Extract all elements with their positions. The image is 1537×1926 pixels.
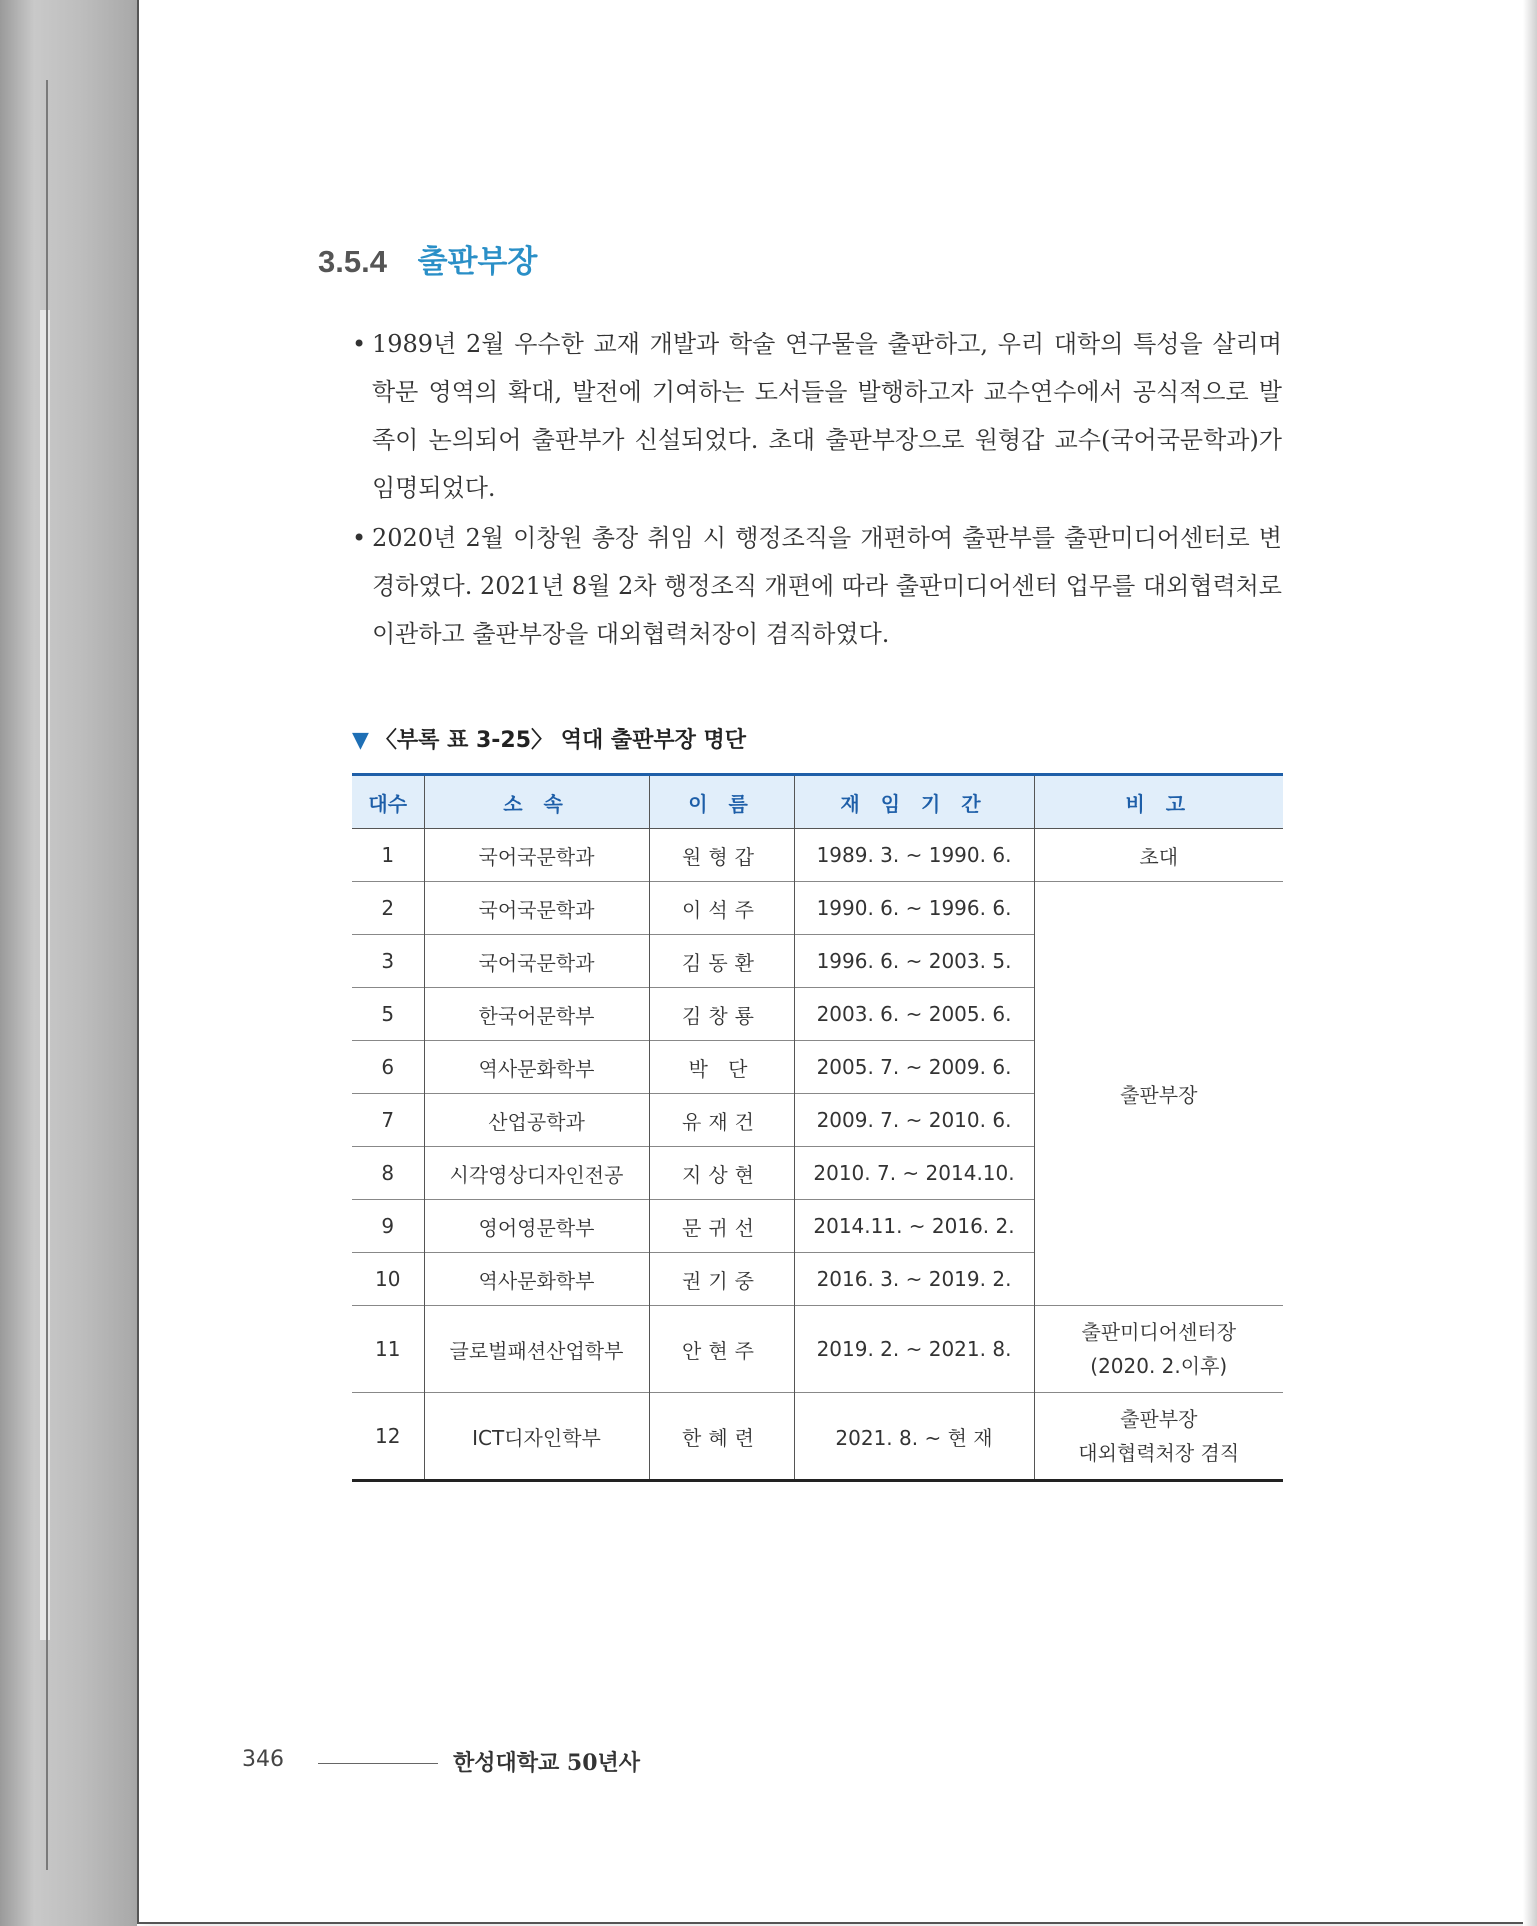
cell-term: 1996. 6. ~ 2003. 5. xyxy=(794,935,1034,988)
cell-note-group: 출판부장 xyxy=(1034,882,1283,1306)
cell-dept: 국어국문학과 xyxy=(424,882,649,935)
cell-name: 지상현 xyxy=(649,1147,794,1200)
table-row xyxy=(352,882,1283,935)
note-line: 대외협력처장 겸직 xyxy=(1078,1441,1240,1465)
cell-name: 문귀선 xyxy=(649,1200,794,1253)
cell-no: 9 xyxy=(352,1200,424,1253)
cell-term: 2009. 7. ~ 2010. 6. xyxy=(794,1094,1034,1147)
section-number: 3.5.4 xyxy=(318,244,387,279)
paragraph-text: 1989년 2월 우수한 교재 개발과 학술 연구물을 출판하고, 우리 대학의 특성을 살리며 학문 영역의 확대, 발전에 기여하는 도서들을 발행하고자 교수연수에서 공식적으로 발족이 논의되어 출판부가 신설되었다. 초대 출판부장으로 원형갑 교수(국어국문학과)가 임명되었다. xyxy=(372,330,1282,502)
header-term: 재 임 기 간 xyxy=(794,775,1034,829)
cell-term: 2019. 2. ~ 2021. 8. xyxy=(794,1306,1034,1393)
cell-no: 5 xyxy=(352,988,424,1041)
cell-term: 2005. 7. ~ 2009. 6. xyxy=(794,1041,1034,1094)
cell-term: 1990. 6. ~ 1996. 6. xyxy=(794,882,1034,935)
cell-name: 김동환 xyxy=(649,935,794,988)
cell-dept: 시각영상디자인전공 xyxy=(424,1147,649,1200)
cell-name: 김창룡 xyxy=(649,988,794,1041)
cell-no: 10 xyxy=(352,1253,424,1306)
cell-no: 7 xyxy=(352,1094,424,1147)
cell-note: 초대 xyxy=(1034,829,1283,882)
cell-term: 2021. 8. ~ 현 재 xyxy=(794,1393,1034,1481)
cell-term: 1989. 3. ~ 1990. 6. xyxy=(794,829,1034,882)
cell-name: 박 단 xyxy=(649,1041,794,1094)
section-heading xyxy=(318,236,537,281)
table-row xyxy=(352,1393,1283,1481)
header-name: 이 름 xyxy=(649,775,794,829)
cell-dept: 산업공학과 xyxy=(424,1094,649,1147)
cell-name: 한혜련 xyxy=(649,1393,794,1481)
cell-dept: 국어국문학과 xyxy=(424,935,649,988)
body-text xyxy=(352,320,1282,660)
bullet-dot: • xyxy=(352,330,367,358)
cell-dept: 국어국문학과 xyxy=(424,829,649,882)
header-note: 비 고 xyxy=(1034,775,1283,829)
cell-no: 12 xyxy=(352,1393,424,1481)
header-dept: 소 속 xyxy=(424,775,649,829)
table-caption xyxy=(352,723,746,754)
footer-divider xyxy=(318,1763,438,1764)
note-line: 출판부장 xyxy=(1120,1407,1198,1431)
cell-no: 6 xyxy=(352,1041,424,1094)
spine-highlight xyxy=(40,310,50,1640)
cell-term: 2014.11. ~ 2016. 2. xyxy=(794,1200,1034,1253)
cell-name: 원형갑 xyxy=(649,829,794,882)
cell-dept: 역사문화학부 xyxy=(424,1253,649,1306)
cell-dept: 역사문화학부 xyxy=(424,1041,649,1094)
cell-name: 유재건 xyxy=(649,1094,794,1147)
triangle-down-icon: ▼ xyxy=(352,728,369,753)
spine-line xyxy=(46,80,48,1870)
cell-dept: 글로벌패션산업학부 xyxy=(424,1306,649,1393)
bullet-dot: • xyxy=(352,524,367,552)
note-line: (2020. 2.이후) xyxy=(1090,1354,1228,1378)
cell-dept: 한국어문학부 xyxy=(424,988,649,1041)
table-row xyxy=(352,829,1283,882)
table-header-row xyxy=(352,775,1283,829)
cell-note xyxy=(1034,1306,1283,1393)
cell-term: 2010. 7. ~ 2014.10. xyxy=(794,1147,1034,1200)
table-row xyxy=(352,1306,1283,1393)
cell-term: 2016. 3. ~ 2019. 2. xyxy=(794,1253,1034,1306)
book-title: 한성대학교 50년사 xyxy=(453,1750,641,1776)
cell-term: 2003. 6. ~ 2005. 6. xyxy=(794,988,1034,1041)
paragraph-text: 2020년 2월 이창원 총장 취임 시 행정조직을 개편하여 출판부를 출판미디어센터로 변경하였다. 2021년 8월 2차 행정조직 개편에 따라 출판미디어센터 업무를 대외협력처로 이관하고 출판부장을 대외협력처장이 겸직하였다. xyxy=(372,524,1282,648)
paragraph-2 xyxy=(352,514,1282,658)
cell-dept: ICT디자인학부 xyxy=(424,1393,649,1481)
cell-name: 이석주 xyxy=(649,882,794,935)
caption-text: 〈부록 표 3-25〉 역대 출판부장 명단 xyxy=(374,728,747,753)
cell-note xyxy=(1034,1393,1283,1481)
cell-name: 안현주 xyxy=(649,1306,794,1393)
page-shadow xyxy=(1523,0,1537,1926)
cell-dept: 영어영문학부 xyxy=(424,1200,649,1253)
cell-no: 2 xyxy=(352,882,424,935)
publishing-director-table xyxy=(352,773,1283,1482)
cell-no: 1 xyxy=(352,829,424,882)
cell-no: 3 xyxy=(352,935,424,988)
header-no: 대수 xyxy=(352,775,424,829)
cell-no: 8 xyxy=(352,1147,424,1200)
cell-no: 11 xyxy=(352,1306,424,1393)
paragraph-1 xyxy=(352,320,1282,512)
section-title: 출판부장 xyxy=(417,244,538,279)
note-line: 출판미디어센터장 xyxy=(1081,1320,1237,1344)
page-number: 346 xyxy=(242,1747,284,1772)
cell-name: 권기중 xyxy=(649,1253,794,1306)
book-edge xyxy=(0,0,137,1926)
